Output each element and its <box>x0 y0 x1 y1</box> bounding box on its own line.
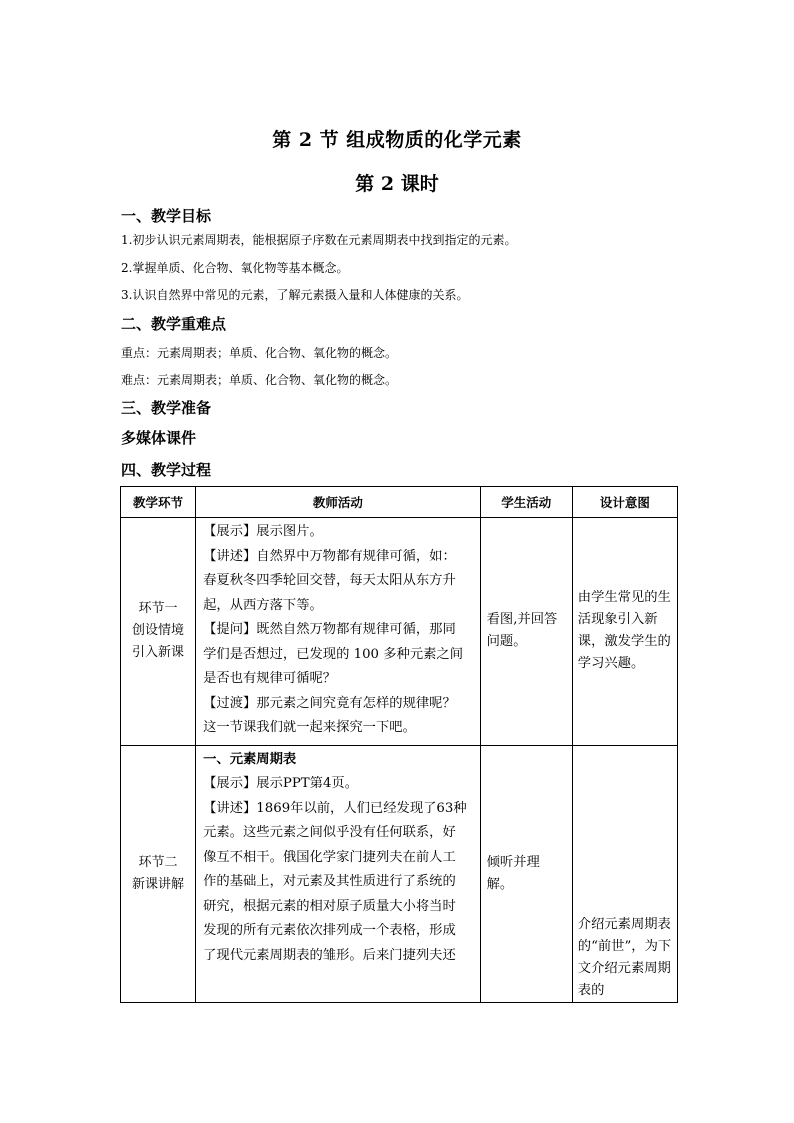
teacher-activity-cell <box>196 745 481 1002</box>
teacher-line: 春夏秋冬四季轮回交替，每天太阳从东方升 <box>203 573 456 588</box>
section-heading-keypoints: 二、教学重难点 <box>121 315 227 333</box>
column-header: 学生活动 <box>480 487 572 518</box>
student-activity-cell: 看图,并回答问题。 <box>480 518 572 746</box>
teacher-subheading: 一、元素周期表 <box>203 751 297 767</box>
teacher-line: 【提问】既然自然万物都有规律可循，那同 <box>203 622 456 637</box>
design-intent-cell: 介绍元素周期表的“前世”，为下文介绍元素周期表的 <box>572 745 677 1002</box>
goal-item: 3.认识自然界中常见的元素，了解元素摄入量和人体健康的关系。 <box>121 288 469 302</box>
column-header: 设计意图 <box>572 487 677 518</box>
teacher-line: 【展示】展示PPT第4页。 <box>203 776 359 791</box>
column-header: 教师活动 <box>196 487 481 518</box>
section-heading-prep: 三、教学准备 <box>121 399 212 417</box>
teacher-line: 【过渡】那元素之间究竟有怎样的规律呢？ <box>203 695 456 711</box>
teacher-activity-cell <box>196 518 481 746</box>
teacher-line: 研究，根据元素的相对原子质量大小将当时 <box>203 898 456 914</box>
teacher-line: 学们是否想过，已发现的 100 多种元素之间 <box>203 646 464 662</box>
teacher-line: 这一节课我们就一起来探究一下吧。 <box>203 720 416 735</box>
section-heading-process: 四、教学过程 <box>121 461 212 479</box>
teacher-line: 起，从西方落下等。 <box>203 597 323 613</box>
teacher-line: 【讲述】自然界中万物都有规律可循，如： <box>203 548 456 564</box>
teacher-line: 了现代元素周期表的雏形。后来门捷列夫还 <box>203 947 456 963</box>
teacher-line: 元素。这些元素之间似乎没有任何联系，好 <box>203 825 456 840</box>
table-row <box>121 745 678 1002</box>
stage-label: 新课讲解 <box>132 876 185 892</box>
section-heading-goals: 一、教学目标 <box>121 207 212 225</box>
prep-content: 多媒体课件 <box>121 429 197 447</box>
teacher-line: 【讲述】1869年以前，人们已经发现了63种 <box>203 800 467 816</box>
teacher-line: 作的基础上，对元素及其性质进行了系统的 <box>203 874 456 889</box>
stage-label: 环节一 <box>138 601 178 617</box>
column-header: 教学环节 <box>121 487 196 518</box>
stage-cell <box>121 745 196 1002</box>
keypoint-item: 重点：元素周期表；单质、化合物、氧化物的概念。 <box>121 346 398 360</box>
stage-cell <box>121 518 196 746</box>
teacher-line: 像互不相干。俄国化学家门捷列夫在前人工 <box>203 849 456 865</box>
teacher-line: 发现的所有元素依次排列成一个表格，形成 <box>203 923 456 938</box>
teaching-process-table <box>120 486 678 1003</box>
stage-label: 引入新课 <box>132 645 185 661</box>
keypoint-item: 难点：元素周期表；单质、化合物、氧化物的概念。 <box>121 373 398 387</box>
stage-label: 环节二 <box>138 854 178 870</box>
design-intent-cell: 由学生常见的生活现象引入新课，激发学生的学习兴趣。 <box>572 518 677 746</box>
goal-item: 1.初步认识元素周期表，能根据原子序数在元素周期表中找到指定的元素。 <box>121 233 517 247</box>
student-activity-cell: 倾听并理解。 <box>480 745 572 1002</box>
table-row <box>121 518 678 746</box>
page-title: 第 2 节 组成物质的化学元素 <box>272 129 522 151</box>
stage-label: 创设情境 <box>132 623 185 639</box>
teacher-line: 【展示】展示图片。 <box>203 524 323 539</box>
page-subtitle: 第 2 课时 <box>355 173 439 195</box>
teacher-line: 是否也有规律可循呢？ <box>203 671 337 686</box>
goal-item: 2.掌握单质、化合物、氧化物等基本概念。 <box>121 261 349 275</box>
table-header-row <box>121 487 678 518</box>
